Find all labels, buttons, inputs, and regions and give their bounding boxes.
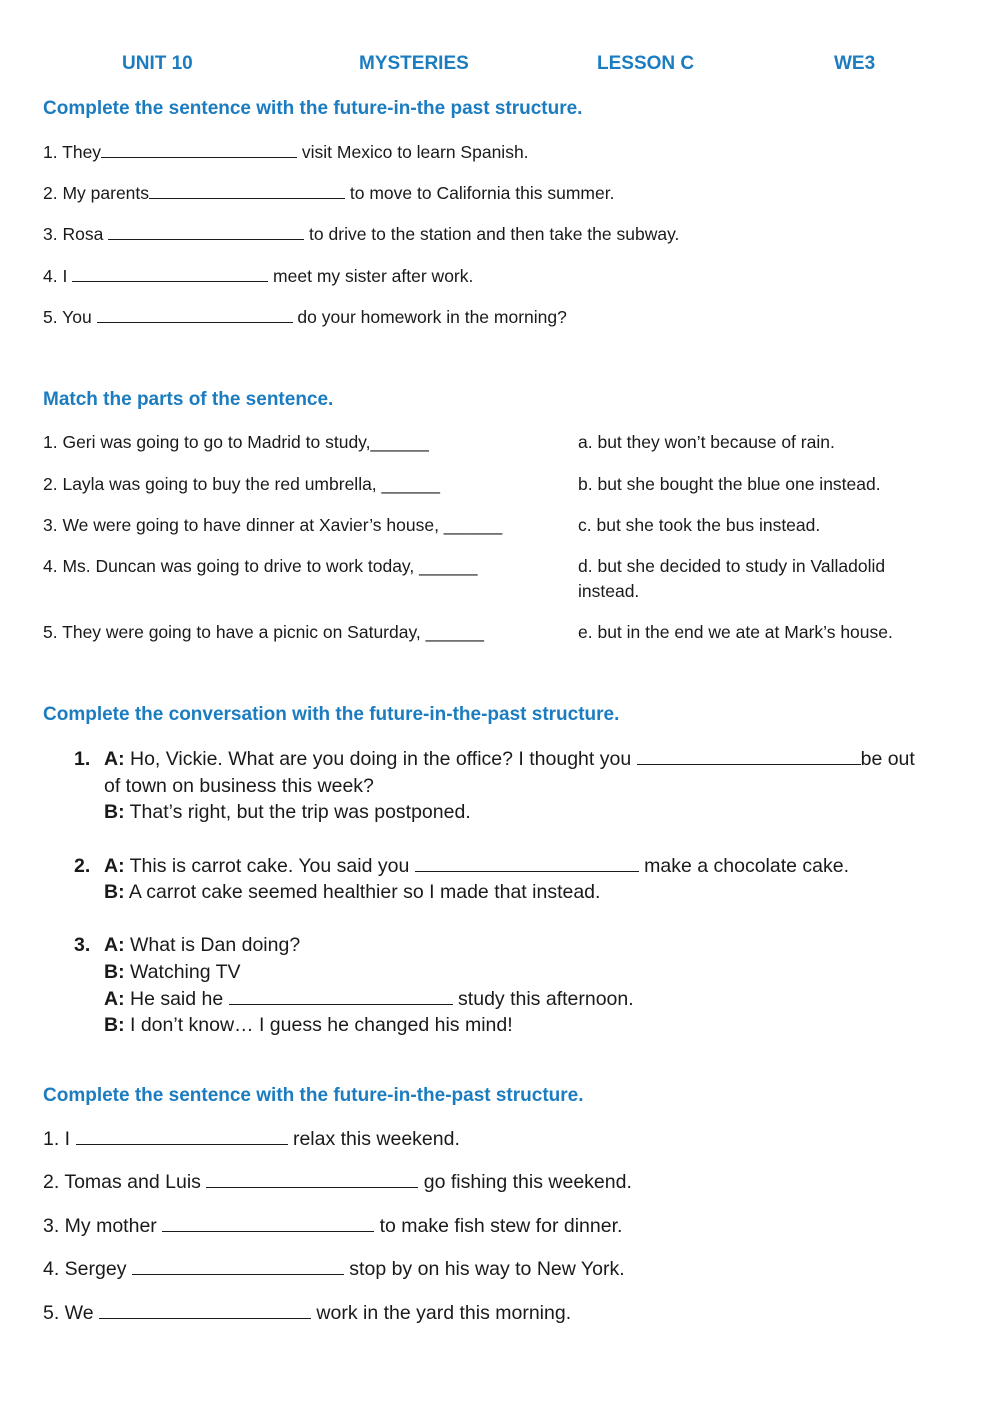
section2-title: Match the parts of the sentence. (43, 389, 334, 410)
dialog-1-line-b: B: That’s right, but the trip was postponed. (104, 801, 471, 823)
s1-item-1: 1. They visit Mexico to learn Spanish. (43, 142, 529, 162)
match-right-d: d. but she decided to study in Valladolid (578, 556, 886, 576)
dialog-1-line-a-cont: of town on business this week? (104, 775, 374, 797)
answer-blank[interactable] (99, 1304, 311, 1319)
s4-item-3: 3. My mother to make fish stew for dinner. (43, 1215, 623, 1237)
s4-item-5: 5. We work in the yard this morning. (43, 1302, 572, 1324)
dialog-3-line-1: A: What is Dan doing? (104, 934, 301, 956)
match-right-b: b. but she bought the blue one instead. (578, 474, 881, 494)
section4-title: Complete the sentence with the future-in-the-past structure. (43, 1085, 584, 1106)
match-left-1: 1. Geri was going to go to Madrid to study,______ (43, 432, 429, 452)
answer-blank[interactable] (637, 750, 861, 765)
section3-title: Complete the conversation with the future-in-the-past structure. (43, 704, 620, 725)
answer-blank[interactable] (162, 1217, 374, 1232)
section1-title: Complete the sentence with the future-in-the past structure. (43, 98, 583, 119)
answer-blank[interactable] (206, 1173, 418, 1188)
dialog-2-line-a: A: This is carrot cake. You said you make a chocolate cake. (104, 855, 850, 877)
answer-blank[interactable] (415, 857, 639, 872)
dialog-1-line-a: A: Ho, Vickie. What are you doing in the office? I thought you be out (104, 748, 915, 770)
lesson-label: LESSON C (597, 53, 695, 74)
dialog-2-number: 2. (74, 855, 91, 877)
match-left-5: 5. They were going to have a picnic on Saturday, ______ (43, 622, 485, 642)
dialog-2-line-b: B: A carrot cake seemed healthier so I made that instead. (104, 881, 601, 903)
topic-label: MYSTERIES (359, 53, 469, 74)
answer-blank[interactable] (108, 225, 304, 240)
answer-blank[interactable] (132, 1260, 344, 1275)
match-right-d-cont: instead. (578, 581, 640, 601)
dialog-3-line-4: B: I don’t know… I guess he changed his mind! (104, 1014, 513, 1036)
code-label: WE3 (834, 53, 876, 74)
s1-item-2: 2. My parents to move to California this summer. (43, 183, 615, 203)
match-right-c: c. but she took the bus instead. (578, 515, 821, 535)
s1-item-3: 3. Rosa to drive to the station and then take the subway. (43, 224, 680, 244)
match-left-4: 4. Ms. Duncan was going to drive to work today, ______ (43, 556, 478, 576)
answer-blank[interactable] (76, 1130, 288, 1145)
s1-item-5: 5. You do your homework in the morning? (43, 307, 567, 327)
match-right-e: e. but in the end we ate at Mark’s house. (578, 622, 893, 642)
match-right-a: a. but they won’t because of rain. (578, 432, 835, 452)
dialog-3-number: 3. (74, 934, 91, 956)
answer-blank[interactable] (229, 990, 453, 1005)
match-left-2: 2. Layla was going to buy the red umbrella, ______ (43, 474, 440, 494)
answer-blank[interactable] (101, 143, 297, 158)
dialog-3-line-3: A: He said he study this afternoon. (104, 988, 634, 1010)
answer-blank[interactable] (72, 267, 268, 282)
match-left-3: 3. We were going to have dinner at Xavier’s house, ______ (43, 515, 503, 535)
dialog-1-number: 1. (74, 748, 91, 770)
answer-blank[interactable] (97, 308, 293, 323)
unit-label: UNIT 10 (122, 53, 193, 74)
s1-item-4: 4. I meet my sister after work. (43, 266, 474, 286)
s4-item-2: 2. Tomas and Luis go fishing this weekend. (43, 1171, 632, 1193)
s4-item-4: 4. Sergey stop by on his way to New York. (43, 1258, 625, 1280)
dialog-3-line-2: B: Watching TV (104, 961, 241, 983)
answer-blank[interactable] (149, 184, 345, 199)
s4-item-1: 1. I relax this weekend. (43, 1128, 460, 1150)
